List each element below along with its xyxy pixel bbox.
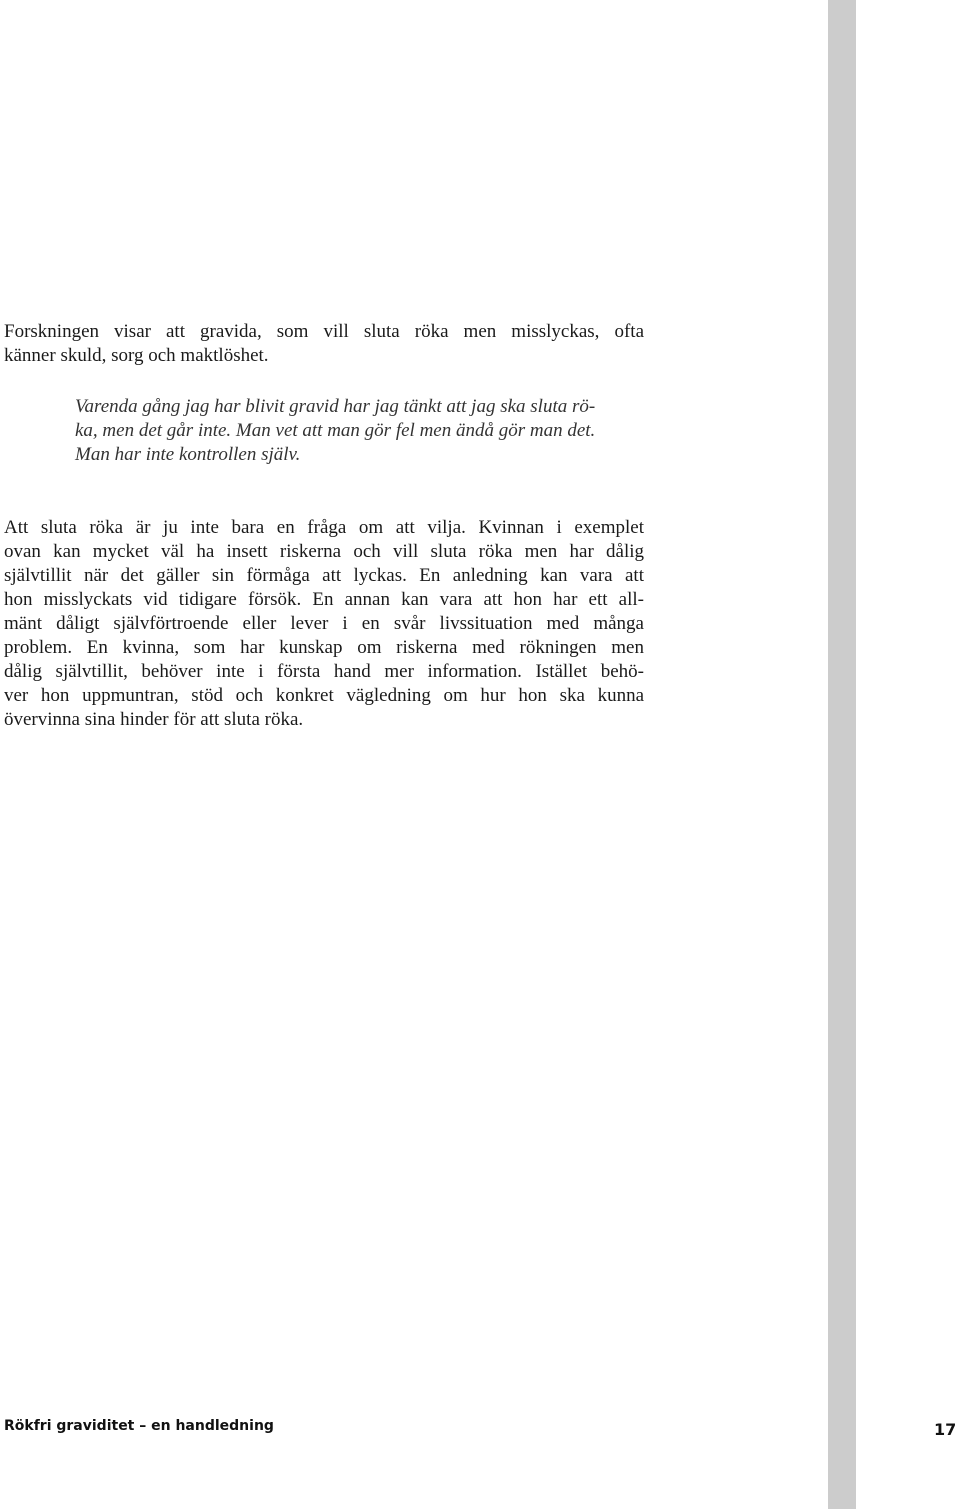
- text-line: hon misslyckats vid tidigare försök. En annan kan vara att hon har ett all-: [4, 589, 644, 610]
- intro-paragraph: [4, 320, 644, 368]
- quote-block: [75, 395, 643, 467]
- text-line: Att sluta röka är ju inte bara en fråga om att vilja. Kvinnan i exemplet: [4, 517, 644, 538]
- side-margin-bar: [828, 0, 856, 1509]
- text-line: mänt dåligt självförtroende eller lever i en svår livssituation med många: [4, 613, 644, 634]
- footer-document-title: Rökfri graviditet – en handledning: [4, 1418, 274, 1434]
- page-number: 17: [934, 1420, 957, 1439]
- text-line: självtillit när det gäller sin förmåga att lyckas. En anledning kan vara att: [4, 565, 644, 586]
- text-line: problem. En kvinna, som har kunskap om riskerna med rökningen men: [4, 637, 644, 658]
- text-line: dålig självtillit, behöver inte i första hand mer information. Istället behö-: [4, 661, 644, 682]
- quote-line: ka, men det går inte. Man vet att man gör fel men ändå gör man det.: [75, 420, 596, 441]
- text-line: Forskningen visar att gravida, som vill sluta röka men misslyckas, ofta: [4, 321, 644, 342]
- body-paragraph: [4, 516, 644, 732]
- quote-line: Man har inte kontrollen själv.: [75, 444, 301, 465]
- text-line: ver hon uppmuntran, stöd och konkret vägledning om hur hon ska kunna: [4, 685, 644, 706]
- text-line: ovan kan mycket väl ha insett riskerna och vill sluta röka men har dålig: [4, 541, 644, 562]
- text-line: känner skuld, sorg och maktlöshet.: [4, 345, 269, 366]
- text-line: övervinna sina hinder för att sluta röka.: [4, 709, 304, 730]
- quote-line: Varenda gång jag har blivit gravid har jag tänkt att jag ska sluta rö-: [75, 396, 596, 417]
